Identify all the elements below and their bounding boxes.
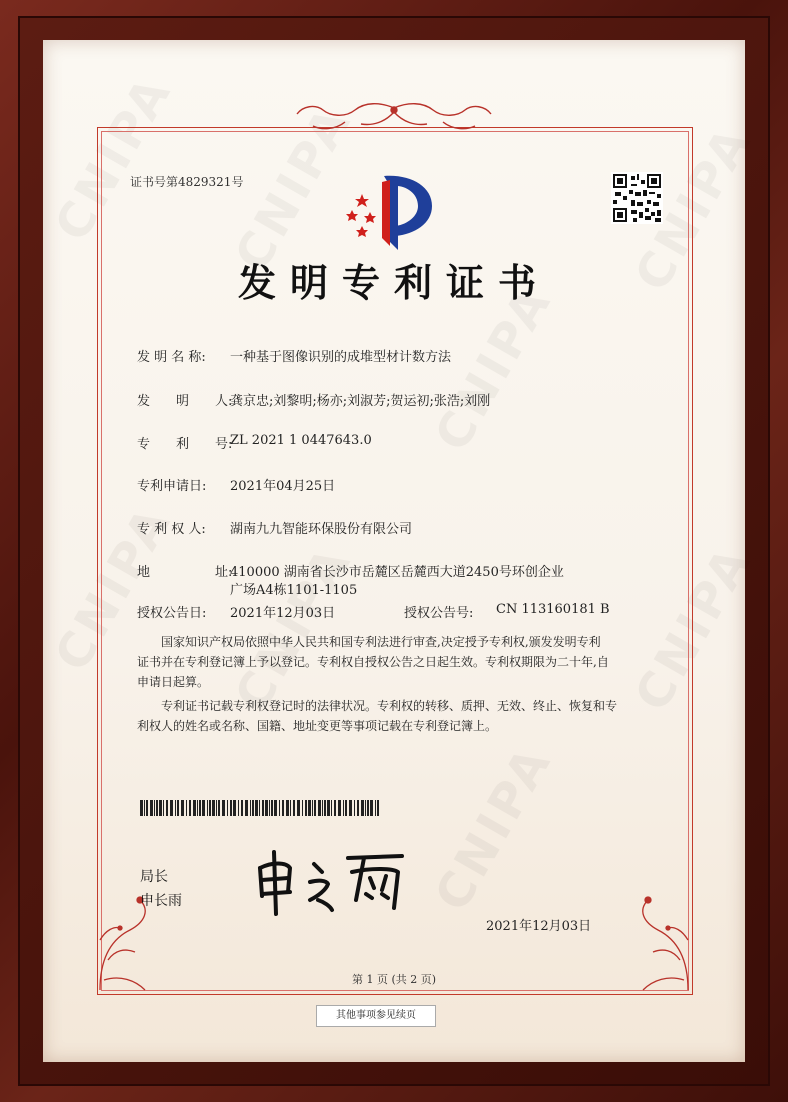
- certificate-number: 证书号第4829321号: [130, 175, 244, 189]
- signature-name: 申长雨: [140, 893, 182, 909]
- qr-code-icon: [611, 172, 663, 224]
- patentee-value: 湖南九九智能环保股份有限公司: [230, 522, 413, 537]
- page-indicator: 第 1 页 (共 2 页): [351, 973, 437, 986]
- body-paragraph-1: [137, 632, 667, 692]
- body-line: 专利证书记载专利权登记时的法律状况。专利权的转移、质押、无效、终止、恢复和专: [161, 699, 618, 713]
- patent-number-value: ZL 2021 1 0447643.0: [230, 433, 372, 448]
- body-line: 证书并在专利登记簿上予以登记。专利权自授权公告之日起生效。专利权期限为二十年,自: [137, 655, 609, 669]
- application-date-label: 专利申请日:: [137, 479, 207, 494]
- issue-date: 2021年12月03日: [486, 919, 592, 934]
- application-date-value: 2021年04月25日: [230, 479, 336, 494]
- body-paragraph-2: [137, 696, 667, 736]
- patentee-label: 专 利 权 人:: [137, 522, 206, 537]
- address-label: 地 址:: [137, 565, 233, 580]
- address-line-1: 410000 湖南省长沙市岳麓区岳麓西大道2450号环创企业: [230, 565, 564, 580]
- inventor-value: 龚京忠;刘黎明;杨亦;刘淑芳;贺运初;张浩;刘刚: [230, 394, 491, 409]
- top-ornament-icon: [285, 100, 503, 140]
- barcode-icon: [140, 800, 380, 816]
- page-title: 发明专利证书: [237, 260, 550, 305]
- cnipa-logo-icon: [340, 172, 440, 252]
- body-line: 利权人的姓名或名称、国籍、地址变更等事项记载在专利登记簿上。: [137, 719, 498, 733]
- invention-name-label: 发 明 名 称:: [137, 350, 206, 365]
- address-line-2: 广场A4栋1101-1105: [230, 583, 358, 598]
- invention-name-value: 一种基于图像识别的成堆型材计数方法: [230, 350, 452, 365]
- inventor-label: 发 明 人:: [137, 394, 233, 409]
- continuation-note: 其他事项参见续页: [316, 1005, 436, 1027]
- body-line: 国家知识产权局依照中华人民共和国专利法进行审查,决定授予专利权,颁发发明专利: [161, 635, 601, 649]
- grant-number-value: CN 113160181 B: [496, 602, 610, 617]
- signature-title: 局长: [140, 869, 168, 885]
- grant-date-value: 2021年12月03日: [230, 606, 336, 621]
- body-line: 申请日起算。: [137, 675, 210, 689]
- grant-number-label: 授权公告号:: [404, 606, 474, 621]
- grant-date-label: 授权公告日:: [137, 606, 207, 621]
- handwritten-signature-icon: [252, 848, 412, 918]
- patent-number-label: 专 利 号:: [137, 437, 233, 452]
